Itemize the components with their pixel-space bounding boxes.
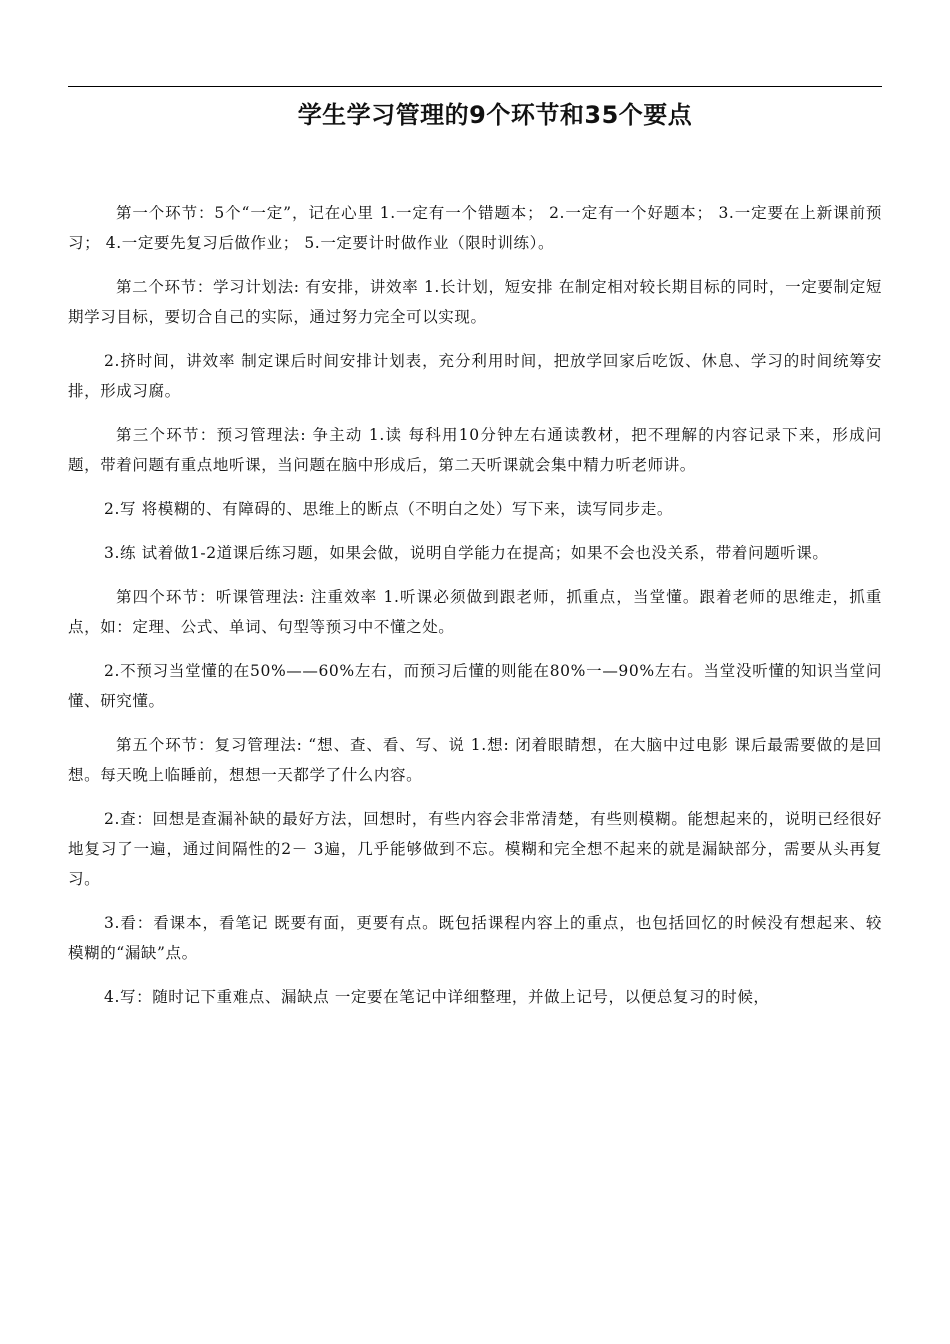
header-rule bbox=[68, 86, 882, 87]
document-body bbox=[68, 198, 882, 1026]
paragraph-item: 4.写：随时记下重难点、漏缺点 一定要在笔记中详细整理，并做上记号，以便总复习的时候， bbox=[104, 988, 770, 1006]
paragraph-section-1: 第一个环节：5个“一定”，记在心里 1.一定有一个错题本； 2.一定有一个好题本； 3.一定要在上新课前预习； 4.一定要先复习后做作业； 5.一定要计时做作业（限时训练）。 bbox=[68, 204, 882, 252]
paragraph-section-3: 第三个环节：预习管理法: 争主动 1.读 每科用10分钟左右通读教材，把不理解的内容记录下来，形成问题，带着问题有重点地听课，当问题在脑中形成后，第二天听课就会集中精力听老师讲。 bbox=[68, 426, 882, 474]
paragraph-item: 3.练 试着做1-2道课后练习题，如果会做，说明自学能力在提高；如果不会也没关系，带着问题听课。 bbox=[104, 544, 829, 562]
paragraph-item: 2.查：回想是查漏补缺的最好方法，回想时，有些内容会非常清楚，有些则模糊。能想起来的，说明已经很好地复习了一遍，通过间隔性的2－ 3遍，几乎能够做到不忘。模糊和完全想不起来的就是漏缺部分，需要从头再复习。 bbox=[68, 810, 882, 888]
paragraph-section-2: 第二个环节：学习计划法: 有安排，讲效率 1.长计划，短安排 在制定相对较长期目标的同时，一定要制定短期学习目标，要切合自己的实际，通过努力完全可以实现。 bbox=[68, 278, 882, 326]
paragraph-item: 2.写 将模糊的、有障碍的、思维上的断点（不明白之处）写下来，读写同步走。 bbox=[104, 500, 673, 518]
paragraph-item: 3.看：看课本，看笔记 既要有面，更要有点。既包括课程内容上的重点，也包括回忆的时候没有想起来、较模糊的“漏缺”点。 bbox=[68, 914, 882, 962]
paragraph-item: 2.不预习当堂懂的在50%——60%左右，而预习后懂的则能在80%一—90%左右。当堂没听懂的知识当堂问懂、研究懂。 bbox=[68, 662, 882, 710]
paragraph-section-4: 第四个环节：听课管理法: 注重效率 1.听课必须做到跟老师，抓重点，当堂懂。跟着老师的思维走，抓重点，如：定理、公式、单词、句型等预习中不懂之处。 bbox=[68, 588, 882, 636]
document-title: 学生学习管理的9个环节和35个要点 bbox=[297, 101, 693, 129]
paragraph-item: 2.挤时间，讲效率 制定课后时间安排计划表，充分利用时间，把放学回家后吃饭、休息、学习的时间统筹安排，形成习腐。 bbox=[68, 352, 882, 400]
paragraph-section-5: 第五个环节：复习管理法: “想、查、看、写、说 1.想: 闭着眼睛想，在大脑中过电影 课后最需要做的是回想。每天晚上临睡前，想想一天都学了什么内容。 bbox=[68, 736, 882, 784]
